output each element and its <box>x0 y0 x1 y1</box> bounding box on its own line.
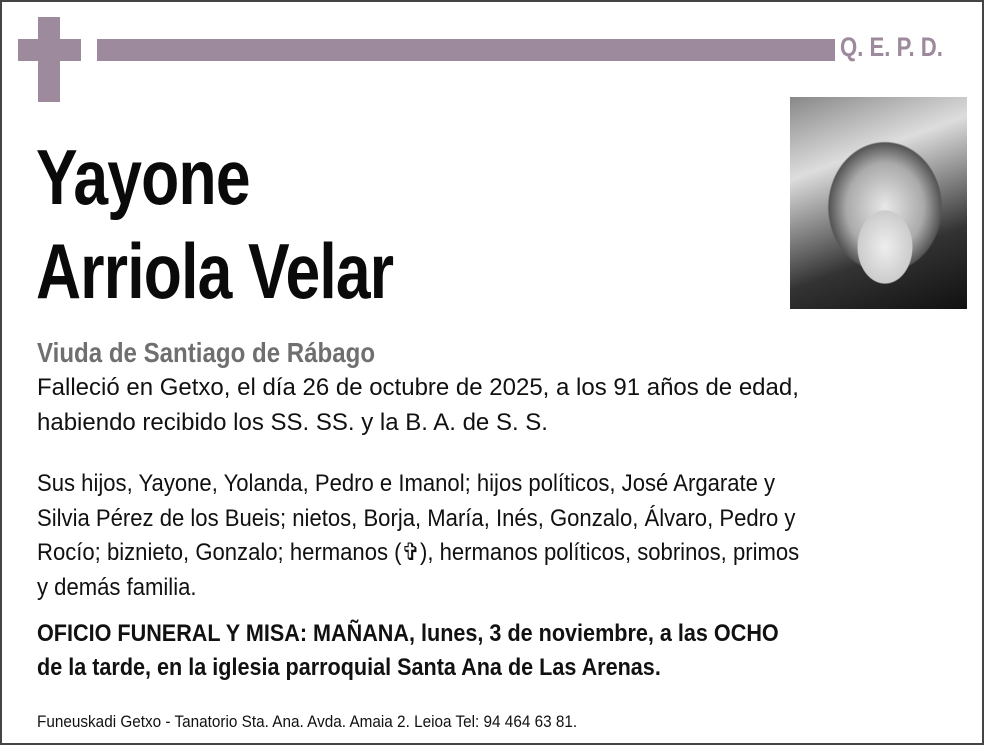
funeral-line: OFICIO FUNERAL Y MISA: MAÑANA, lunes, 3 de noviembre, a las OCHO <box>37 620 779 647</box>
header-bar <box>97 39 835 61</box>
first-name: Yayone <box>36 133 250 221</box>
portrait-photo <box>790 97 967 309</box>
death-line: habiendo recibido los SS. SS. y la B. A. de S. S. <box>37 409 548 436</box>
family-line: Silvia Pérez de los Bueis; nietos, Borja, María, Inés, Gonzalo, Álvaro, Pedro y <box>37 505 796 532</box>
subtitle: Viuda de Santiago de Rábago <box>37 337 376 368</box>
surnames: Arriola Velar <box>36 227 394 315</box>
family-line: Rocío; biznieto, Gonzalo; hermanos (✞), hermanos políticos, sobrinos, primos <box>37 539 800 566</box>
funeral-line: de la tarde, en la iglesia parroquial Santa Ana de Las Arenas. <box>37 654 661 681</box>
qepd-label: Q. E. P. D. <box>840 32 943 62</box>
family-line: y demás familia. <box>37 574 197 601</box>
death-line: Falleció en Getxo, el día 26 de octubre de 2025, a los 91 años de edad, <box>37 374 799 401</box>
cross-icon-arm <box>18 39 81 61</box>
family-line: Sus hijos, Yayone, Yolanda, Pedro e Imanol; hijos políticos, José Argarate y <box>37 470 776 497</box>
funeral-home-footer: Funeuskadi Getxo - Tanatorio Sta. Ana. Avda. Amaia 2. Leioa Tel: 94 464 63 81. <box>37 712 578 731</box>
